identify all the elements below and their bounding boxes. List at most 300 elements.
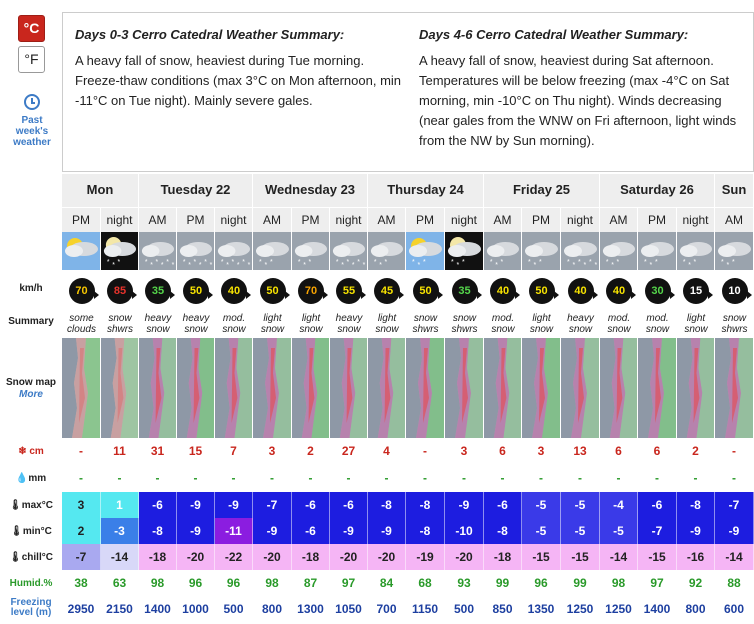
- rain-cell: -: [484, 465, 522, 492]
- chill-cell: -20: [445, 544, 484, 570]
- svg-text:*: *: [259, 259, 262, 266]
- weather-description: snow shwrs: [451, 313, 478, 335]
- max-temp-cell: -5: [522, 492, 561, 518]
- svg-text:*: *: [500, 258, 504, 267]
- snow-cell: 7: [215, 438, 253, 465]
- day-header: Friday 25: [484, 174, 600, 207]
- svg-text:*: *: [204, 258, 207, 267]
- weather-description: some clouds: [67, 313, 96, 335]
- svg-text:*: *: [732, 259, 735, 266]
- svg-text:*: *: [188, 261, 191, 270]
- label-summary: Summary: [8, 316, 54, 327]
- snow-map-thumbnail[interactable]: [215, 338, 253, 438]
- clock-icon[interactable]: [24, 94, 40, 110]
- wind-speed-icon: 50: [260, 278, 286, 304]
- humidity-cell: 88: [715, 570, 754, 596]
- chill-cell: -22: [215, 544, 253, 570]
- period-label: AM: [368, 207, 406, 232]
- light-snow-icon: [600, 232, 638, 270]
- svg-text:*: *: [220, 258, 224, 267]
- humidity-cell: 63: [101, 570, 139, 596]
- max-temp-cell: 3: [62, 492, 101, 518]
- svg-text:*: *: [539, 259, 542, 266]
- snow-cell: 2: [292, 438, 330, 465]
- wind-cell: [292, 270, 330, 310]
- freezing-cell: 1250: [600, 596, 638, 624]
- weather-description: snow shwrs: [721, 313, 748, 335]
- moon-snow-icon: [101, 232, 139, 270]
- freezing-cell: 500: [215, 596, 253, 624]
- heavy-snow-icon: [139, 232, 177, 270]
- wind-cell: [600, 270, 638, 310]
- rain-cell: -: [677, 465, 715, 492]
- freezing-cell: 800: [677, 596, 715, 624]
- snow-map-thumbnail[interactable]: [101, 338, 139, 438]
- heavy-snow-icon: [215, 232, 253, 270]
- snow-map-thumbnail[interactable]: [177, 338, 215, 438]
- svg-text:*: *: [655, 259, 658, 266]
- humidity-cell: 99: [561, 570, 600, 596]
- snow-map-thumbnail[interactable]: [139, 338, 177, 438]
- weather-description: mod. snow: [491, 313, 515, 335]
- svg-text:*: *: [346, 258, 350, 267]
- light-snow-icon: [522, 232, 561, 270]
- freezing-cell: 2950: [62, 596, 101, 624]
- snow-map-thumbnail[interactable]: [330, 338, 368, 438]
- wind-speed-icon: 40: [490, 278, 516, 304]
- light-snow-icon: [484, 232, 522, 270]
- snow-cell: -: [715, 438, 754, 465]
- svg-text:*: *: [182, 258, 186, 267]
- light-snow-icon: [292, 232, 330, 270]
- weather-description: light snow: [375, 313, 399, 335]
- max-temp-cell: -9: [445, 492, 484, 518]
- period-label: PM: [177, 207, 215, 232]
- wind-cell: [484, 270, 522, 310]
- humidity-cell: 98: [253, 570, 292, 596]
- forecast-table: [62, 0, 754, 624]
- max-temp-cell: -6: [292, 492, 330, 518]
- svg-text:*: *: [423, 259, 426, 266]
- rain-cell: -: [715, 465, 754, 492]
- weather-description: mod. snow: [607, 313, 631, 335]
- chill-cell: -20: [368, 544, 406, 570]
- thermometer-icon: 🌡: [9, 500, 22, 511]
- weather-description: light snow: [684, 313, 708, 335]
- svg-text:*: *: [264, 262, 268, 269]
- label-freezing: Freezing level (m): [10, 597, 52, 618]
- chill-row: [62, 544, 754, 570]
- snow-cell: 27: [330, 438, 368, 465]
- svg-text:*: *: [150, 261, 153, 270]
- label-snow: ❄ cm: [18, 446, 44, 457]
- svg-text:*: *: [270, 259, 273, 266]
- svg-text:*: *: [616, 258, 620, 267]
- svg-text:*: *: [106, 258, 110, 267]
- day-header: Thursday 24: [368, 174, 484, 207]
- freezing-cell: 700: [368, 596, 406, 624]
- chill-cell: -18: [292, 544, 330, 570]
- humidity-cell: 99: [484, 570, 522, 596]
- snow-cell: 31: [139, 438, 177, 465]
- period-label: night: [677, 207, 715, 232]
- snow-cell: 6: [484, 438, 522, 465]
- svg-text:*: *: [144, 258, 148, 267]
- svg-text:*: *: [644, 259, 647, 266]
- day-header: Mon: [62, 174, 139, 207]
- light-snow-icon: [638, 232, 677, 270]
- period-label: AM: [253, 207, 292, 232]
- svg-text:*: *: [456, 262, 460, 269]
- snow-cell: 13: [561, 438, 600, 465]
- rain-row: [62, 465, 754, 492]
- max-temp-cell: -8: [406, 492, 445, 518]
- heavy-snow-icon: [330, 232, 368, 270]
- chill-cell: -19: [406, 544, 445, 570]
- wind-speed-icon: 35: [145, 278, 171, 304]
- humidity-cell: 38: [62, 570, 101, 596]
- chill-cell: -20: [330, 544, 368, 570]
- svg-text:*: *: [247, 261, 251, 270]
- rain-cell: -: [253, 465, 292, 492]
- wind-cell: [715, 270, 754, 310]
- period-row: [62, 207, 754, 232]
- rain-cell: -: [62, 465, 101, 492]
- svg-text:*: *: [166, 258, 169, 267]
- svg-text:*: *: [242, 258, 245, 267]
- heavy-snow-icon: [561, 232, 600, 270]
- weather-description: snow shwrs: [106, 313, 134, 335]
- svg-text:*: *: [594, 262, 598, 269]
- snow-row: [62, 438, 754, 465]
- humidity-cell: 87: [292, 570, 330, 596]
- wind-cell: [215, 270, 253, 310]
- wind-cell: [406, 270, 445, 310]
- rain-cell: -: [561, 465, 600, 492]
- svg-text:*: *: [649, 262, 653, 269]
- snow-map-thumbnail[interactable]: [677, 338, 715, 438]
- svg-text:*: *: [379, 261, 382, 270]
- sidebar: [0, 0, 62, 624]
- svg-text:*: *: [308, 258, 312, 267]
- svg-text:*: *: [572, 262, 576, 269]
- max-temp-cell: -6: [638, 492, 677, 518]
- raindrop-icon: 💧: [15, 473, 29, 484]
- weather-icon-row: [62, 232, 754, 270]
- min-temp-cell: -5: [522, 518, 561, 544]
- period-label: night: [561, 207, 600, 232]
- wind-cell: [330, 270, 368, 310]
- wind-row: [62, 270, 754, 310]
- svg-text:*: *: [688, 261, 691, 270]
- svg-text:*: *: [341, 261, 344, 270]
- label-humid: Humid.%: [9, 578, 53, 589]
- period-label: night: [215, 207, 253, 232]
- snow-cell: 4: [368, 438, 406, 465]
- svg-text:*: *: [117, 258, 121, 267]
- svg-text:*: *: [160, 261, 164, 270]
- min-temp-cell: -8: [484, 518, 522, 544]
- max-temp-cell: -5: [561, 492, 600, 518]
- sun-snow-icon: [406, 232, 445, 270]
- snow-map-thumbnail[interactable]: [253, 338, 292, 438]
- wind-speed-icon: 40: [606, 278, 632, 304]
- weather-description: mod. snow: [645, 313, 670, 335]
- rain-cell: -: [139, 465, 177, 492]
- chill-cell: -15: [638, 544, 677, 570]
- wind-speed-icon: 40: [221, 278, 247, 304]
- svg-text:*: *: [462, 259, 465, 266]
- wind-cell: [177, 270, 215, 310]
- wind-speed-icon: 40: [568, 278, 594, 304]
- chill-cell: -15: [522, 544, 561, 570]
- thermometer-icon: 🌡: [9, 552, 22, 563]
- freezing-cell: 1400: [638, 596, 677, 624]
- snow-cell: 6: [600, 438, 638, 465]
- max-temp-cell: 1: [101, 492, 139, 518]
- min-temp-cell: -8: [139, 518, 177, 544]
- snow-cell: 3: [522, 438, 561, 465]
- min-temp-cell: -9: [368, 518, 406, 544]
- snow-cell: -: [406, 438, 445, 465]
- wind-speed-icon: 35: [452, 278, 478, 304]
- sun-cloud-icon: [62, 232, 101, 270]
- freezing-cell: 1050: [330, 596, 368, 624]
- freezing-cell: 1250: [561, 596, 600, 624]
- period-label: PM: [638, 207, 677, 232]
- humidity-cell: 97: [638, 570, 677, 596]
- label-chill: 🌡chill°C: [9, 552, 53, 563]
- wind-cell: [253, 270, 292, 310]
- period-label: PM: [406, 207, 445, 232]
- snow-map-thumbnail[interactable]: [292, 338, 330, 438]
- svg-text:*: *: [198, 261, 202, 270]
- rain-cell: -: [638, 465, 677, 492]
- wind-speed-icon: 70: [69, 278, 95, 304]
- snow-cell: 6: [638, 438, 677, 465]
- snow-map-thumbnail[interactable]: [638, 338, 677, 438]
- svg-text:*: *: [417, 262, 421, 269]
- snow-map-thumbnail[interactable]: [368, 338, 406, 438]
- snow-map-thumbnail[interactable]: [62, 338, 101, 438]
- label-max: 🌡max°C: [9, 500, 53, 511]
- min-temp-cell: -9: [330, 518, 368, 544]
- rain-cell: -: [330, 465, 368, 492]
- label-snowmap: Snow map: [5, 377, 56, 388]
- wind-cell: [368, 270, 406, 310]
- max-temp-cell: -7: [715, 492, 754, 518]
- svg-text:*: *: [231, 258, 235, 267]
- svg-text:*: *: [193, 258, 197, 267]
- snow-map-thumbnail[interactable]: [715, 338, 754, 438]
- humidity-cell: 84: [368, 570, 406, 596]
- wind-speed-icon: 50: [529, 278, 555, 304]
- light-snow-icon: [677, 232, 715, 270]
- snowmap-more-link[interactable]: More: [19, 389, 43, 400]
- snow-cell: -: [62, 438, 101, 465]
- chill-cell: -15: [561, 544, 600, 570]
- weather-description: light snow: [529, 313, 554, 335]
- min-temp-cell: -10: [445, 518, 484, 544]
- svg-text:*: *: [611, 261, 614, 270]
- light-snow-icon: [253, 232, 292, 270]
- summary-left-text: A heavy fall of snow, heaviest during Tue morning. Freeze-thaw conditions (max 3°C on Mon afternoon, min -11°C on Tue night). Mainly severe gales.: [75, 53, 402, 108]
- wind-speed-icon: 15: [683, 278, 709, 304]
- svg-text:*: *: [578, 259, 581, 266]
- chill-cell: -7: [62, 544, 101, 570]
- period-label: night: [101, 207, 139, 232]
- svg-text:*: *: [589, 259, 592, 266]
- chill-cell: -16: [677, 544, 715, 570]
- weather-description: snow shwrs: [412, 313, 439, 335]
- summary-left-title: Days 0-3 Cerro Catedral Weather Summary:: [75, 27, 345, 42]
- snowmap-row: [62, 338, 754, 438]
- wind-speed-icon: 30: [645, 278, 671, 304]
- max-temp-cell: -9: [215, 492, 253, 518]
- snow-cell: 3: [445, 438, 484, 465]
- min-temp-cell: -7: [638, 518, 677, 544]
- svg-text:*: *: [489, 258, 493, 267]
- svg-text:*: *: [373, 258, 377, 267]
- summary-right-title: Days 4-6 Cerro Catedral Weather Summary:: [419, 27, 689, 42]
- freezing-cell: 1350: [522, 596, 561, 624]
- snow-map-thumbnail[interactable]: [406, 338, 445, 438]
- period-label: PM: [522, 207, 561, 232]
- freezing-cell: 2150: [101, 596, 139, 624]
- svg-text:*: *: [495, 261, 498, 270]
- rain-cell: -: [292, 465, 330, 492]
- weather-description: light snow: [260, 313, 285, 335]
- svg-text:*: *: [528, 259, 531, 266]
- svg-text:*: *: [384, 258, 388, 267]
- min-temp-cell: -8: [406, 518, 445, 544]
- max-temp-cell: -4: [600, 492, 638, 518]
- snow-map-thumbnail[interactable]: [561, 338, 600, 438]
- past-weather-link[interactable]: Past week's weather: [13, 115, 51, 148]
- label-wind: km/h: [19, 283, 43, 294]
- day-header: Wednesday 23: [253, 174, 368, 207]
- svg-text:*: *: [362, 261, 366, 270]
- day-header: Tuesday 22: [139, 174, 253, 207]
- svg-text:*: *: [533, 262, 537, 269]
- wind-cell: [561, 270, 600, 310]
- svg-text:*: *: [693, 258, 697, 267]
- snow-cell: 15: [177, 438, 215, 465]
- label-min: 🌡min°C: [10, 526, 52, 537]
- chill-cell: -14: [101, 544, 139, 570]
- light-snow-icon: [368, 232, 406, 270]
- svg-text:*: *: [583, 262, 587, 269]
- svg-text:*: *: [721, 259, 724, 266]
- min-temp-cell: -9: [177, 518, 215, 544]
- summary-left: [75, 25, 405, 111]
- fahrenheit-button[interactable]: °F: [18, 46, 45, 73]
- period-label: AM: [600, 207, 638, 232]
- period-label: AM: [139, 207, 177, 232]
- min-temp-cell: -9: [253, 518, 292, 544]
- wind-speed-icon: 10: [722, 278, 748, 304]
- wind-cell: [62, 270, 101, 310]
- freezing-row: [62, 596, 754, 624]
- freezing-cell: 1300: [292, 596, 330, 624]
- wind-cell: [522, 270, 561, 310]
- period-label: night: [445, 207, 484, 232]
- svg-text:*: *: [155, 258, 159, 267]
- snow-map-thumbnail[interactable]: [600, 338, 638, 438]
- chill-cell: -14: [600, 544, 638, 570]
- rain-cell: -: [522, 465, 561, 492]
- min-temp-cell: -11: [215, 518, 253, 544]
- max-temp-cell: -7: [253, 492, 292, 518]
- wind-speed-icon: 45: [374, 278, 400, 304]
- celsius-button[interactable]: °C: [18, 15, 45, 42]
- min-temp-cell: 2: [62, 518, 101, 544]
- svg-text:*: *: [171, 261, 175, 270]
- humidity-cell: 97: [330, 570, 368, 596]
- svg-text:*: *: [209, 261, 213, 270]
- freezing-cell: 800: [253, 596, 292, 624]
- svg-text:*: *: [236, 261, 240, 270]
- rain-cell: -: [406, 465, 445, 492]
- rain-cell: -: [177, 465, 215, 492]
- snow-cell: 11: [101, 438, 139, 465]
- wind-cell: [677, 270, 715, 310]
- svg-text:*: *: [351, 261, 355, 270]
- weather-description: light snow: [299, 313, 323, 335]
- snow-map-thumbnail[interactable]: [484, 338, 522, 438]
- freezing-cell: 1400: [139, 596, 177, 624]
- moon-snow-icon: [445, 232, 484, 270]
- wind-speed-icon: 70: [298, 278, 324, 304]
- wind-cell: [445, 270, 484, 310]
- min-temp-row: [62, 518, 754, 544]
- max-temp-cell: -8: [368, 492, 406, 518]
- weather-description: mod. snow: [222, 313, 246, 335]
- svg-text:*: *: [682, 258, 686, 267]
- chill-cell: -18: [484, 544, 522, 570]
- humidity-row: [62, 570, 754, 596]
- min-temp-cell: -3: [101, 518, 139, 544]
- snow-map-thumbnail[interactable]: [522, 338, 561, 438]
- weather-summary: [62, 12, 754, 172]
- freezing-cell: 1150: [406, 596, 445, 624]
- snowflake-icon: ❄: [18, 446, 30, 457]
- humidity-cell: 96: [522, 570, 561, 596]
- description-row: [62, 310, 754, 338]
- rain-cell: -: [445, 465, 484, 492]
- max-temp-cell: -6: [330, 492, 368, 518]
- svg-text:*: *: [412, 259, 415, 266]
- weather-description: heavy snow: [567, 313, 594, 335]
- chill-cell: -14: [715, 544, 754, 570]
- summary-right: [419, 25, 749, 151]
- wind-cell: [101, 270, 139, 310]
- humidity-cell: 98: [600, 570, 638, 596]
- day-header-row: [62, 174, 754, 207]
- period-label: night: [330, 207, 368, 232]
- min-temp-cell: -9: [677, 518, 715, 544]
- freezing-cell: 850: [484, 596, 522, 624]
- label-rain: 💧mm: [15, 473, 47, 484]
- wind-cell: [638, 270, 677, 310]
- snow-map-thumbnail[interactable]: [445, 338, 484, 438]
- weather-description: heavy snow: [182, 313, 210, 335]
- svg-text:*: *: [567, 259, 570, 266]
- svg-text:*: *: [297, 258, 301, 267]
- humidity-cell: 96: [177, 570, 215, 596]
- humidity-cell: 68: [406, 570, 445, 596]
- svg-text:*: *: [605, 258, 609, 267]
